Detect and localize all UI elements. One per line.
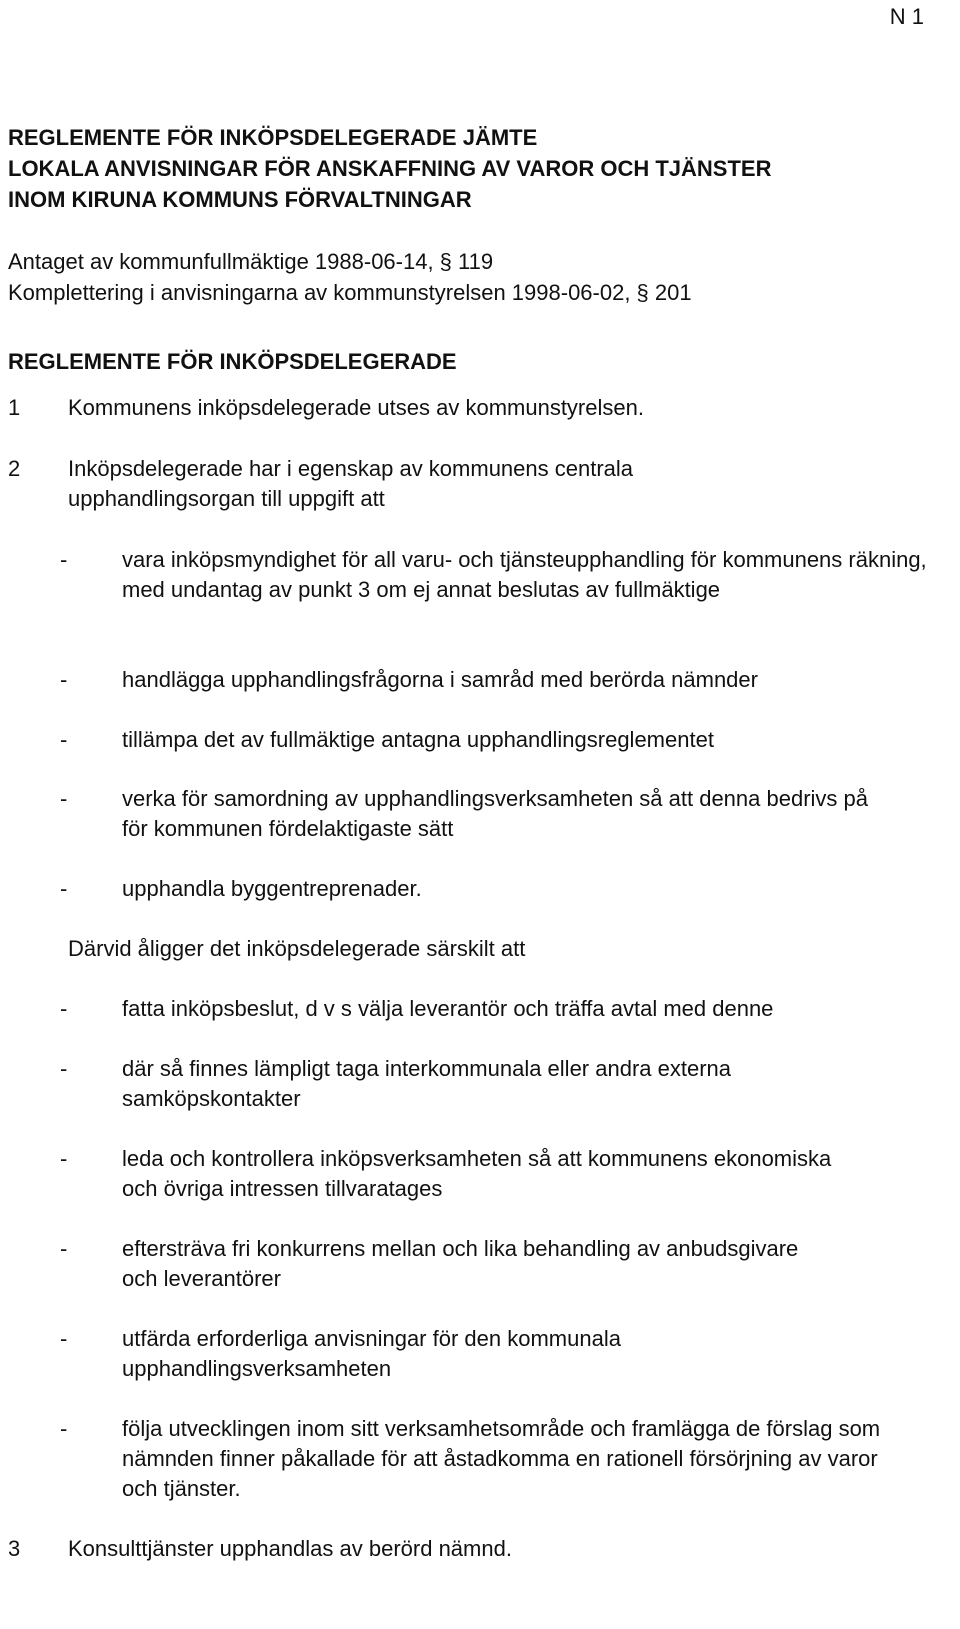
paragraph-number: 3 bbox=[8, 1536, 21, 1561]
list-dash: - bbox=[60, 876, 68, 901]
list-dash: - bbox=[60, 547, 68, 572]
adoption-line: Antaget av kommunfullmäktige 1988-06-14, § 119 bbox=[8, 249, 494, 274]
paragraph-text: Kommunens inköpsdelegerade utses av kommunstyrelsen. bbox=[68, 395, 644, 420]
title-line: INOM KIRUNA KOMMUNS FÖRVALTNINGAR bbox=[8, 187, 472, 212]
list-item-text: upphandla byggentreprenader. bbox=[122, 876, 422, 901]
list-item-text: leda och kontrollera inköpsverksamheten så att kommunens ekonomiska och övriga intressen tillvaratages bbox=[122, 1146, 832, 1201]
list-dash: - bbox=[60, 1416, 68, 1441]
list-item-text: vara inköpsmyndighet för all varu- och tjänsteupphandling för kommunens räkning, med undantag av punkt 3 om ej annat beslutas av fullmäktige bbox=[122, 547, 927, 602]
list-dash: - bbox=[60, 1236, 68, 1261]
page-number: N 1 bbox=[889, 4, 924, 29]
list-item-text: där så finnes lämpligt taga interkommunala eller andra externa samköpskontakter bbox=[122, 1056, 731, 1111]
list-item-text: fatta inköpsbeslut, d v s välja leverantör och träffa avtal med denne bbox=[122, 996, 774, 1021]
list-dash: - bbox=[60, 1326, 68, 1351]
title-line: LOKALA ANVISNINGAR FÖR ANSKAFFNING AV VAROR OCH TJÄNSTER bbox=[8, 156, 772, 181]
list-dash: - bbox=[60, 1146, 68, 1171]
list-item-text: handlägga upphandlingsfrågorna i samråd med berörda nämnder bbox=[122, 667, 758, 692]
list-item-text: eftersträva fri konkurrens mellan och lika behandling av anbudsgivare och leverantörer bbox=[122, 1236, 799, 1291]
list-dash: - bbox=[60, 667, 68, 692]
document-title bbox=[8, 122, 771, 215]
list-item-text: verka för samordning av upphandlingsverksamheten så att denna bedrivs på för kommunen fördelaktigaste sätt bbox=[122, 786, 869, 841]
paragraph-text: Inköpsdelegerade har i egenskap av kommunens centrala upphandlingsorgan till uppgift att bbox=[68, 456, 634, 511]
section-heading: REGLEMENTE FÖR INKÖPSDELEGERADE bbox=[8, 349, 457, 374]
duties-intro: Därvid åligger det inköpsdelegerade särskilt att bbox=[68, 936, 526, 961]
adoption-info bbox=[8, 246, 692, 308]
list-dash: - bbox=[60, 727, 68, 752]
list-dash: - bbox=[60, 996, 68, 1021]
list-dash: - bbox=[60, 786, 68, 811]
list-item-text: utfärda erforderliga anvisningar för den kommunala upphandlingsverksamheten bbox=[122, 1326, 621, 1381]
paragraph-number: 1 bbox=[8, 395, 21, 420]
list-dash: - bbox=[60, 1056, 68, 1081]
list-item-text: tillämpa det av fullmäktige antagna upphandlingsreglementet bbox=[122, 727, 714, 752]
paragraph-number: 2 bbox=[8, 456, 21, 481]
paragraph-text: Konsulttjänster upphandlas av berörd nämnd. bbox=[68, 1536, 512, 1561]
adoption-line: Komplettering i anvisningarna av kommunstyrelsen 1998-06-02, § 201 bbox=[8, 280, 692, 305]
list-item-text: följa utvecklingen inom sitt verksamhetsområde och framlägga de förslag som nämnden finner påkallade för att åstadkomma en rationell försörjning av varor och tjänster. bbox=[122, 1416, 881, 1501]
title-line: REGLEMENTE FÖR INKÖPSDELEGERADE JÄMTE bbox=[8, 125, 538, 150]
